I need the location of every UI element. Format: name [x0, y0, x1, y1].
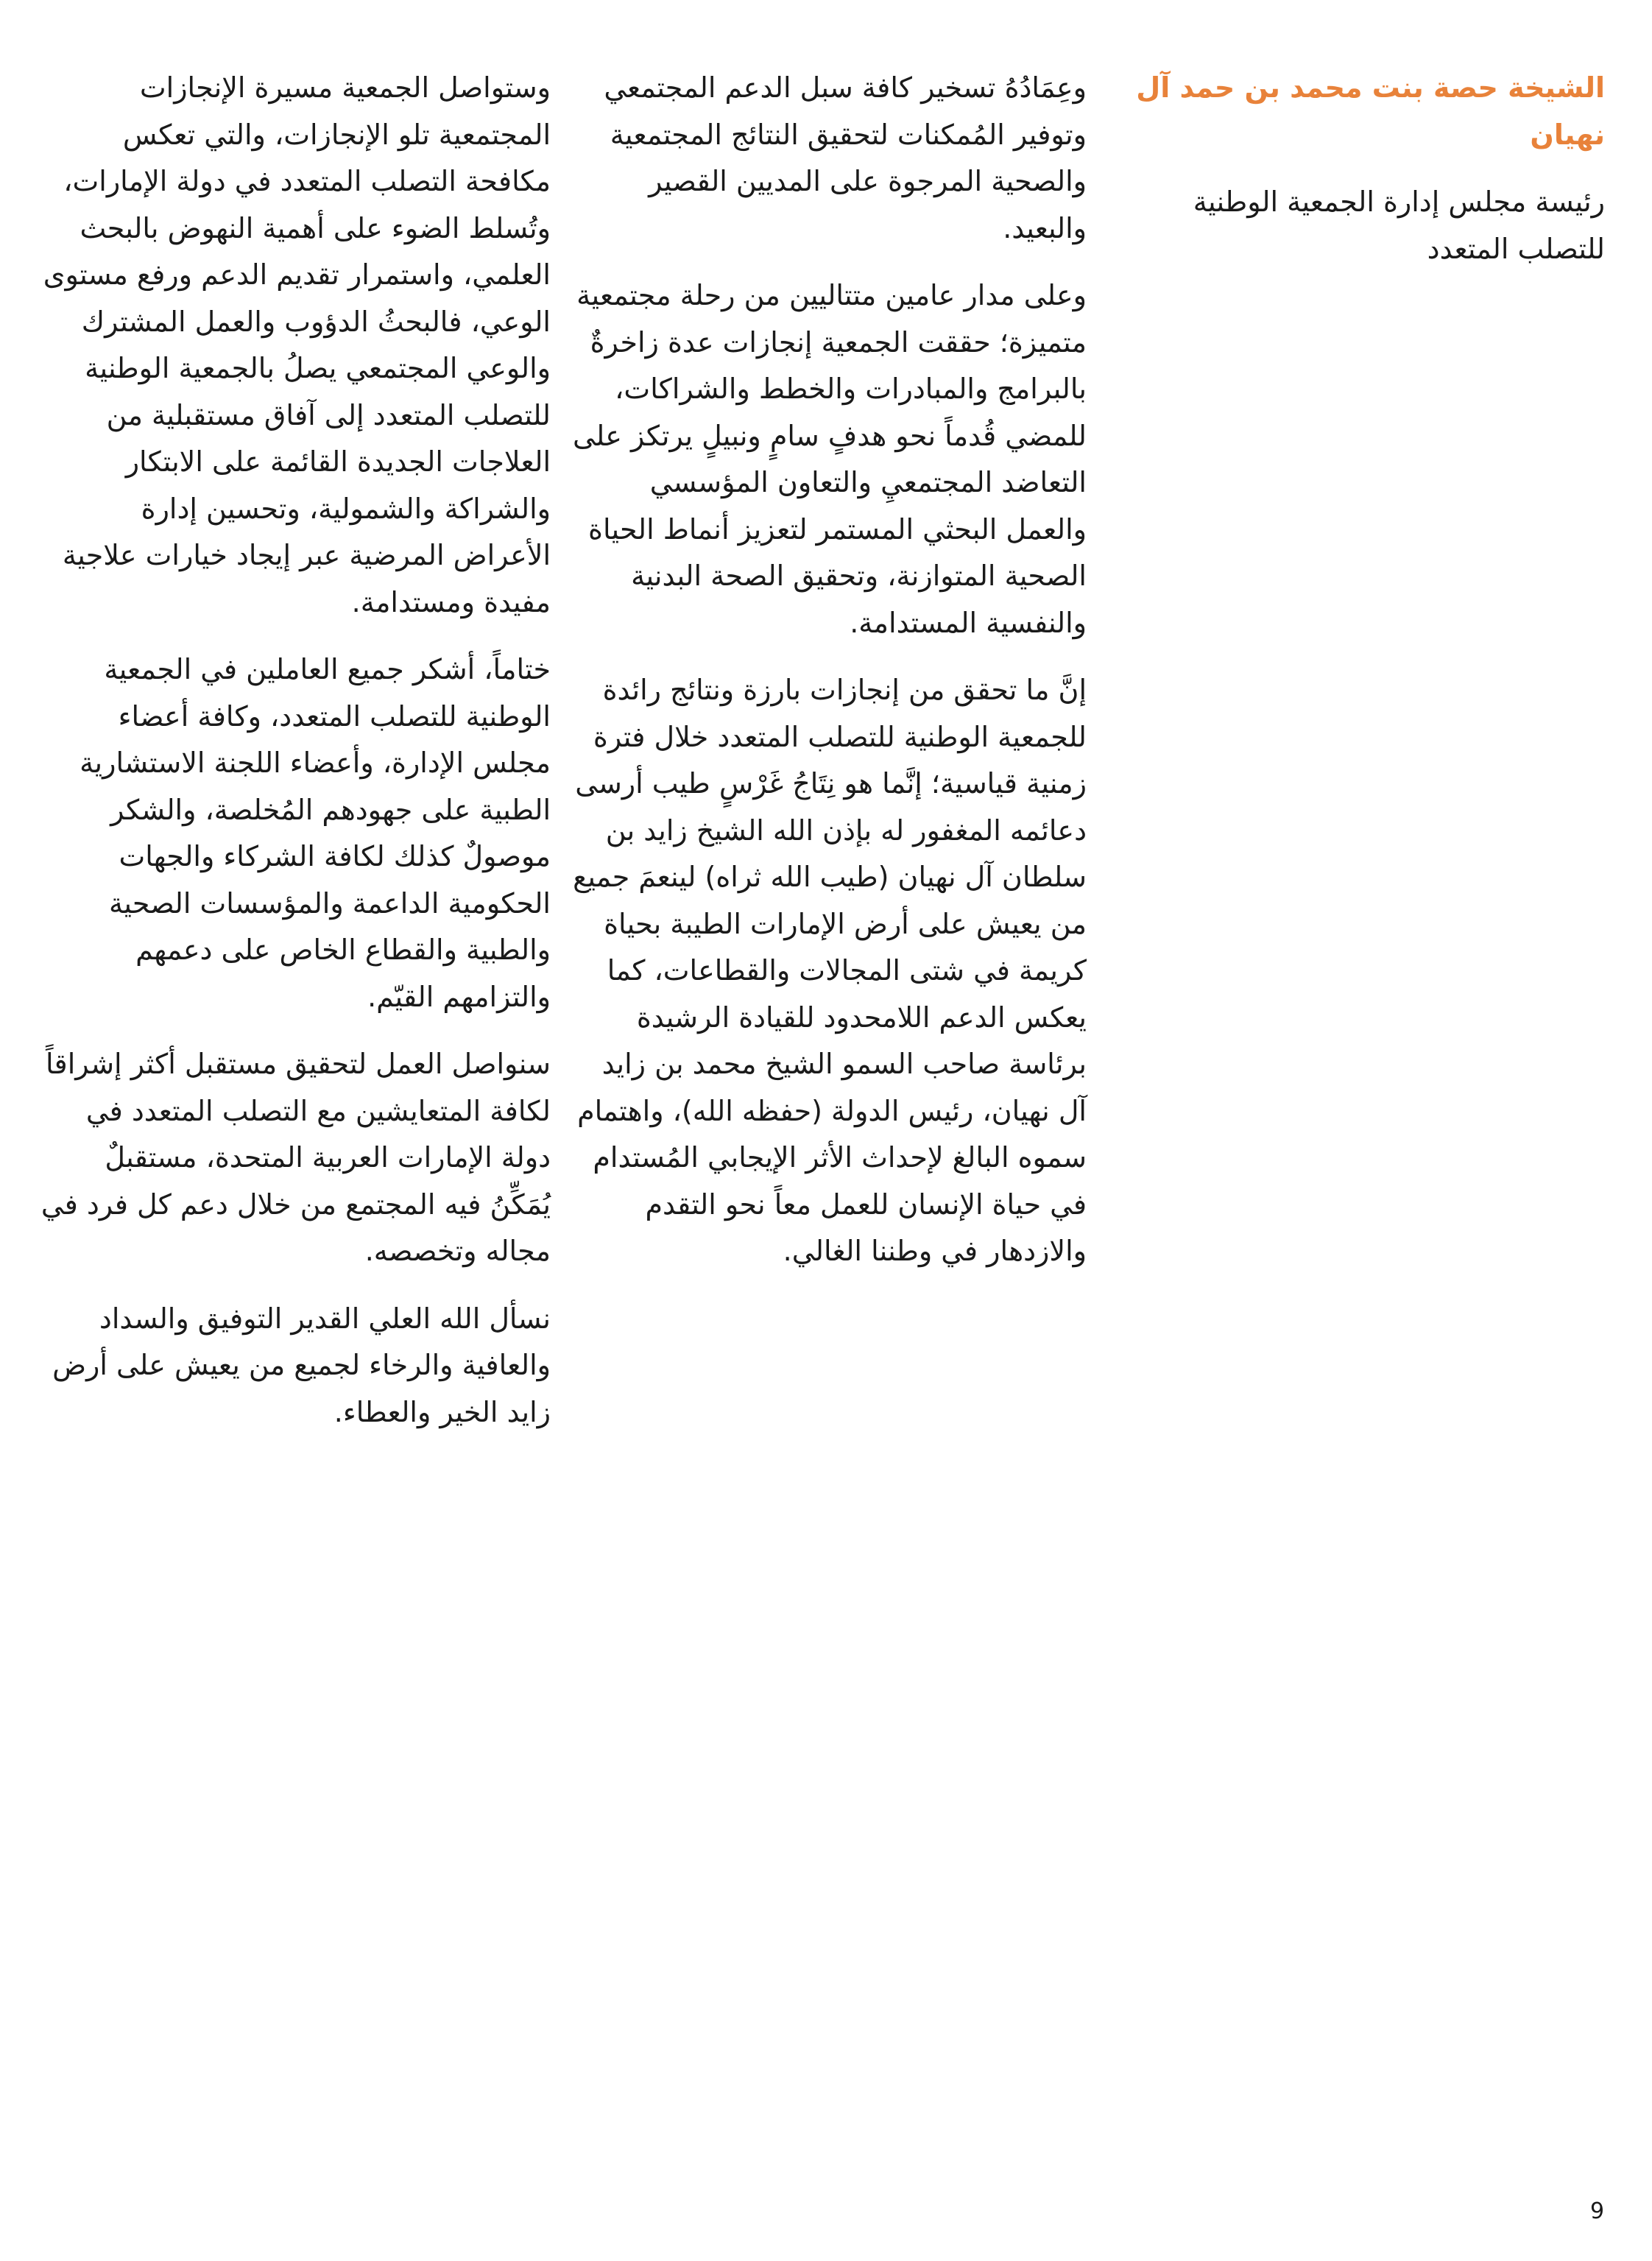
paragraph: إنَّ ما تحقق من إنجازات بارزة ونتائج رائدة للجمعية الوطنية للتصلب المتعدد خلال فترة زمنية قياسية؛ إنَّما هو نِتَاجُ غَرْسٍ طيب أرسى دعائمه المغفور له بإذن الله الشيخ زايد بن سلطان آل نهيان (طيب الله ثراه) لينعمَ جميع من يعيش على أرض الإمارات الطيبة بحياة كريمة في شتى المجالات والقطاعات، كما يعكس الدعم اللامحدود للقيادة الرشيدة برئاسة صاحب السمو الشيخ محمد بن زايد آل نهيان، رئيس الدولة (حفظه الله)، واهتمام سموه البالغ لإحداث الأثر الإيجابي المُستدام في حياة الإنسان للعمل معاً نحو التقدم والازدهار في وطننا الغالي. [573, 674, 1087, 1267]
paragraph: وعِمَادُهُ تسخير كافة سبل الدعم المجتمعي وتوفير المُمكنات لتحقيق النتائج المجتمعية والصحية المرجوة على المديين القصير والبعيد. [604, 71, 1087, 244]
paragraph: ختاماً، أشكر جميع العاملين في الجمعية الوطنية للتصلب المتعدد، وكافة أعضاء مجلس الإدارة، وأعضاء اللجنة الاستشارية الطبية على جهودهم المُخلصة، والشكر موصولٌ كذلك لكافة الشركاء والجهات الحكومية الداعمة والمؤسسات الصحية والطبية والقطاع الخاص على دعمهم والتزامهم القيّم. [80, 653, 551, 1013]
paragraph: وعلى مدار عامين متتاليين من رحلة مجتمعية متميزة؛ حققت الجمعية إنجازات عدة زاخرةٌ بالبرامج والمبادرات والخطط والشراكات، للمضي قُدماً نحو هدفٍ سامٍ ونبيلٍ يرتكز على التعاضد المجتمعيِ والتعاون المؤسسي والعمل البحثي المستمر لتعزيز أنماط الحياة الصحية المتوازنة، وتحقيق الصحة البدنية والنفسية المستدامة. [572, 279, 1087, 639]
paragraph: وستواصل الجمعية مسيرة الإنجازات المجتمعية تلو الإنجازات، والتي تعكس مكافحة التصلب المتعدد في دولة الإمارات، وتُسلط الضوء على أهمية النهوض بالبحث العلمي، واستمرار تقديم الدعم ورفع مستوى الوعي، فالبحثُ الدؤوب والعمل المشترك والوعي المجتمعي يصلُ بالجمعية الوطنية للتصلب المتعدد إلى آفاق مستقبلية من العلاجات الجديدة القائمة على الابتكار والشراكة والشمولية، وتحسين إدارة الأعراض المرضية عبر إيجاد خيارات علاجية مفيدة ومستدامة. [43, 71, 551, 618]
paragraph: نسأل الله العلي القدير التوفيق والسداد والعافية والرخاء لجميع من يعيش على أرض زايد الخير والعطاء. [52, 1302, 551, 1428]
author-title: رئيسة مجلس إدارة الجمعية الوطنية للتصلب المتعدد [1193, 186, 1605, 265]
paragraph: سنواصل العمل لتحقيق مستقبل أكثر إشراقاً لكافة المتعايشين مع التصلب المتعدد في دولة الإمارات العربية المتحدة، مستقبلٌ يُمَكِّنُ فيه المجتمع من خلال دعم كل فرد في مجاله وتخصصه. [40, 1048, 551, 1267]
author-column [1134, 65, 1605, 293]
left-text-column [35, 65, 551, 1456]
author-name: الشيخة حصة بنت محمد بن حمد آل نهيان [1136, 71, 1605, 151]
page-number: 9 [1590, 2198, 1605, 2224]
middle-text-column [571, 65, 1087, 1296]
